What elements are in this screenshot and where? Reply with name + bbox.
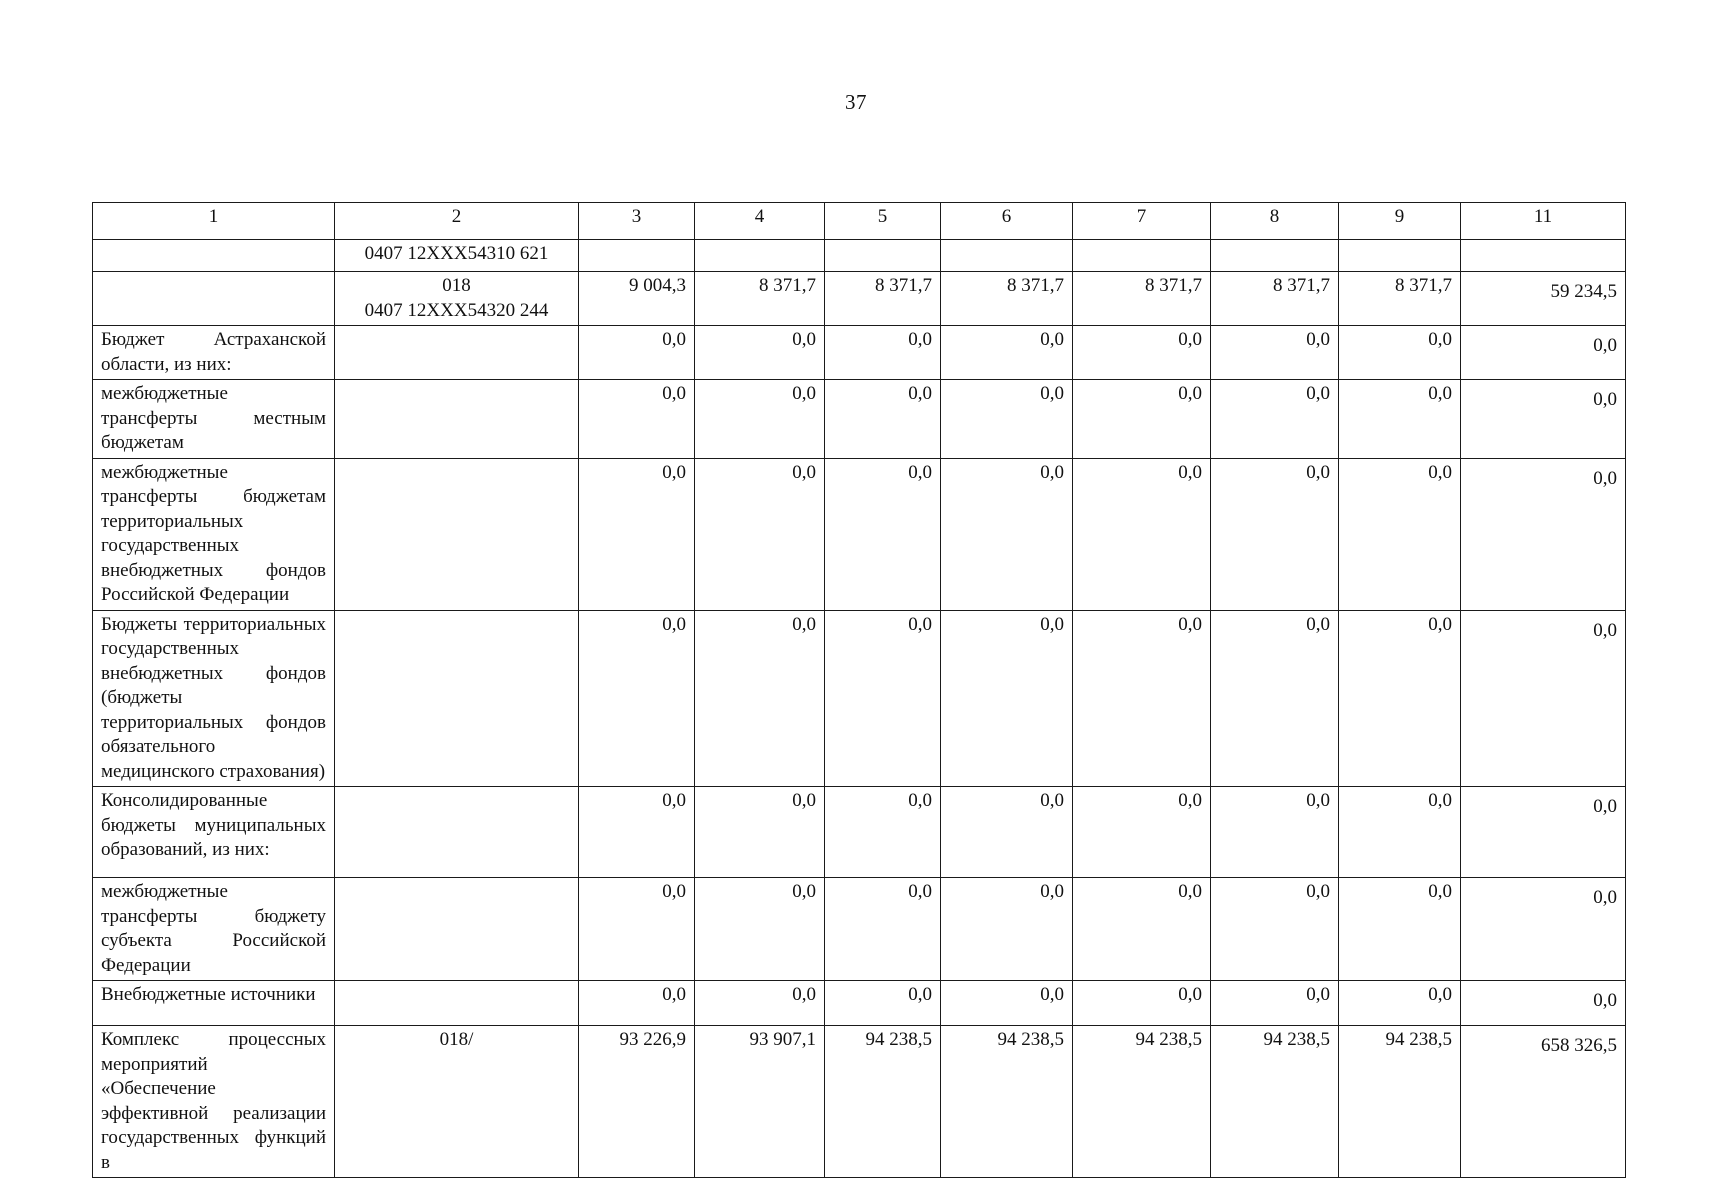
value-cell: 0,0 bbox=[1211, 878, 1339, 981]
value-cell: 0,0 bbox=[941, 380, 1073, 459]
value-cell: 0,0 bbox=[579, 610, 695, 787]
value-cell: 0,0 bbox=[1461, 610, 1626, 787]
row-label: Бюджеты территориальных государственных внебюджетных фондов (бюджеты территориальных фондов обязательного медицинского страхования) bbox=[93, 610, 335, 787]
value-cell: 8 371,7 bbox=[1339, 272, 1461, 326]
value-cell: 93 907,1 bbox=[695, 1026, 825, 1178]
value-cell: 0,0 bbox=[1211, 380, 1339, 459]
value-cell: 0,0 bbox=[1073, 458, 1211, 610]
value-cell: 0,0 bbox=[941, 787, 1073, 878]
row-label: межбюджетные трансферты бюджету субъекта Российской Федерации bbox=[93, 878, 335, 981]
value-cell: 0,0 bbox=[695, 787, 825, 878]
value-cell: 0,0 bbox=[941, 610, 1073, 787]
value-cell: 0,0 bbox=[1073, 878, 1211, 981]
table-row bbox=[93, 272, 1626, 326]
value-cell: 0,0 bbox=[579, 878, 695, 981]
value-cell: 0,0 bbox=[1073, 981, 1211, 1026]
table-row bbox=[93, 326, 1626, 380]
value-cell: 0,0 bbox=[1073, 610, 1211, 787]
value-cell: 8 371,7 bbox=[941, 272, 1073, 326]
row-label bbox=[93, 240, 335, 272]
value-cell: 0,0 bbox=[825, 380, 941, 459]
value-cell: 0,0 bbox=[1211, 610, 1339, 787]
value-cell: 0,0 bbox=[1339, 981, 1461, 1026]
table-row bbox=[93, 1026, 1626, 1178]
header-cell: 11 bbox=[1461, 203, 1626, 240]
row-code bbox=[335, 981, 579, 1026]
value-cell bbox=[1339, 240, 1461, 272]
value-cell: 0,0 bbox=[1073, 326, 1211, 380]
value-cell: 94 238,5 bbox=[1211, 1026, 1339, 1178]
code-line: 018 bbox=[442, 275, 471, 296]
value-cell: 0,0 bbox=[941, 326, 1073, 380]
table-row bbox=[93, 878, 1626, 981]
value-cell bbox=[1461, 240, 1626, 272]
value-cell bbox=[579, 240, 695, 272]
row-code bbox=[335, 272, 579, 326]
value-cell: 0,0 bbox=[695, 380, 825, 459]
value-cell: 0,0 bbox=[941, 878, 1073, 981]
header-cell: 3 bbox=[579, 203, 695, 240]
value-cell: 9 004,3 bbox=[579, 272, 695, 326]
value-cell: 0,0 bbox=[579, 326, 695, 380]
value-cell bbox=[1073, 240, 1211, 272]
row-code bbox=[335, 458, 579, 610]
header-cell: 7 bbox=[1073, 203, 1211, 240]
header-cell: 8 bbox=[1211, 203, 1339, 240]
value-cell: 94 238,5 bbox=[1073, 1026, 1211, 1178]
value-cell: 0,0 bbox=[825, 878, 941, 981]
budget-table bbox=[92, 202, 1626, 1178]
page-number: 37 bbox=[845, 90, 867, 114]
value-cell: 8 371,7 bbox=[695, 272, 825, 326]
value-cell: 0,0 bbox=[1339, 610, 1461, 787]
value-cell: 0,0 bbox=[1461, 380, 1626, 459]
value-cell: 0,0 bbox=[1461, 981, 1626, 1026]
value-cell bbox=[695, 240, 825, 272]
header-cell: 6 bbox=[941, 203, 1073, 240]
header-cell: 1 bbox=[93, 203, 335, 240]
value-cell bbox=[941, 240, 1073, 272]
value-cell: 0,0 bbox=[825, 981, 941, 1026]
value-cell bbox=[825, 240, 941, 272]
value-cell: 0,0 bbox=[825, 610, 941, 787]
value-cell: 0,0 bbox=[1339, 458, 1461, 610]
table-row bbox=[93, 380, 1626, 459]
value-cell: 0,0 bbox=[695, 326, 825, 380]
value-cell: 0,0 bbox=[695, 458, 825, 610]
row-label: Комплекс процессных мероприятий «Обеспечение эффективной реализации государственных функций в bbox=[93, 1026, 335, 1178]
value-cell: 8 371,7 bbox=[825, 272, 941, 326]
row-code bbox=[335, 380, 579, 459]
value-cell: 0,0 bbox=[1211, 787, 1339, 878]
row-code bbox=[335, 610, 579, 787]
header-cell: 4 bbox=[695, 203, 825, 240]
value-cell: 0,0 bbox=[1211, 326, 1339, 380]
row-label bbox=[93, 272, 335, 326]
value-cell: 0,0 bbox=[1461, 878, 1626, 981]
table-row bbox=[93, 240, 1626, 272]
value-cell: 0,0 bbox=[1211, 981, 1339, 1026]
value-cell: 8 371,7 bbox=[1073, 272, 1211, 326]
row-label: межбюджетные трансферты бюджетам территориальных государственных внебюджетных фондов Российской Федерации bbox=[93, 458, 335, 610]
row-label: Внебюджетные источники bbox=[93, 981, 335, 1026]
value-cell: 0,0 bbox=[1073, 380, 1211, 459]
value-cell: 658 326,5 bbox=[1461, 1026, 1626, 1178]
value-cell: 93 226,9 bbox=[579, 1026, 695, 1178]
header-row bbox=[93, 203, 1626, 240]
row-code bbox=[335, 787, 579, 878]
value-cell: 0,0 bbox=[941, 458, 1073, 610]
value-cell: 0,0 bbox=[579, 380, 695, 459]
value-cell: 0,0 bbox=[579, 458, 695, 610]
table-row bbox=[93, 458, 1626, 610]
table-row bbox=[93, 981, 1626, 1026]
value-cell: 0,0 bbox=[579, 981, 695, 1026]
code-line: 018/ bbox=[439, 1029, 474, 1050]
table-row bbox=[93, 610, 1626, 787]
value-cell: 0,0 bbox=[1339, 787, 1461, 878]
code-line: 0407 12XXX54310 621 bbox=[364, 243, 549, 264]
value-cell: 0,0 bbox=[1073, 787, 1211, 878]
table-row bbox=[93, 787, 1626, 878]
header-cell: 9 bbox=[1339, 203, 1461, 240]
header-cell: 2 bbox=[335, 203, 579, 240]
value-cell: 0,0 bbox=[1339, 878, 1461, 981]
value-cell: 0,0 bbox=[579, 787, 695, 878]
value-cell: 0,0 bbox=[695, 981, 825, 1026]
value-cell: 8 371,7 bbox=[1211, 272, 1339, 326]
row-code bbox=[335, 878, 579, 981]
value-cell: 59 234,5 bbox=[1461, 272, 1626, 326]
value-cell: 0,0 bbox=[825, 787, 941, 878]
value-cell bbox=[1211, 240, 1339, 272]
value-cell: 0,0 bbox=[1461, 458, 1626, 610]
value-cell: 0,0 bbox=[1461, 326, 1626, 380]
row-label: Бюджет Астраханской области, из них: bbox=[93, 326, 335, 380]
value-cell: 0,0 bbox=[825, 458, 941, 610]
value-cell: 0,0 bbox=[695, 878, 825, 981]
value-cell: 94 238,5 bbox=[1339, 1026, 1461, 1178]
row-code bbox=[335, 326, 579, 380]
row-code bbox=[335, 1026, 579, 1178]
row-label: Консолидированные бюджеты муниципальных образований, из них: bbox=[93, 787, 335, 878]
code-line: 0407 12XXX54320 244 bbox=[364, 299, 549, 321]
row-code bbox=[335, 240, 579, 272]
value-cell: 94 238,5 bbox=[825, 1026, 941, 1178]
value-cell: 0,0 bbox=[1339, 380, 1461, 459]
value-cell: 0,0 bbox=[825, 326, 941, 380]
value-cell: 94 238,5 bbox=[941, 1026, 1073, 1178]
value-cell: 0,0 bbox=[1461, 787, 1626, 878]
value-cell: 0,0 bbox=[1339, 326, 1461, 380]
value-cell: 0,0 bbox=[1211, 458, 1339, 610]
table-body bbox=[93, 240, 1626, 1178]
value-cell: 0,0 bbox=[941, 981, 1073, 1026]
header-cell: 5 bbox=[825, 203, 941, 240]
row-label: межбюджетные трансферты местным бюджетам bbox=[93, 380, 335, 459]
value-cell: 0,0 bbox=[695, 610, 825, 787]
